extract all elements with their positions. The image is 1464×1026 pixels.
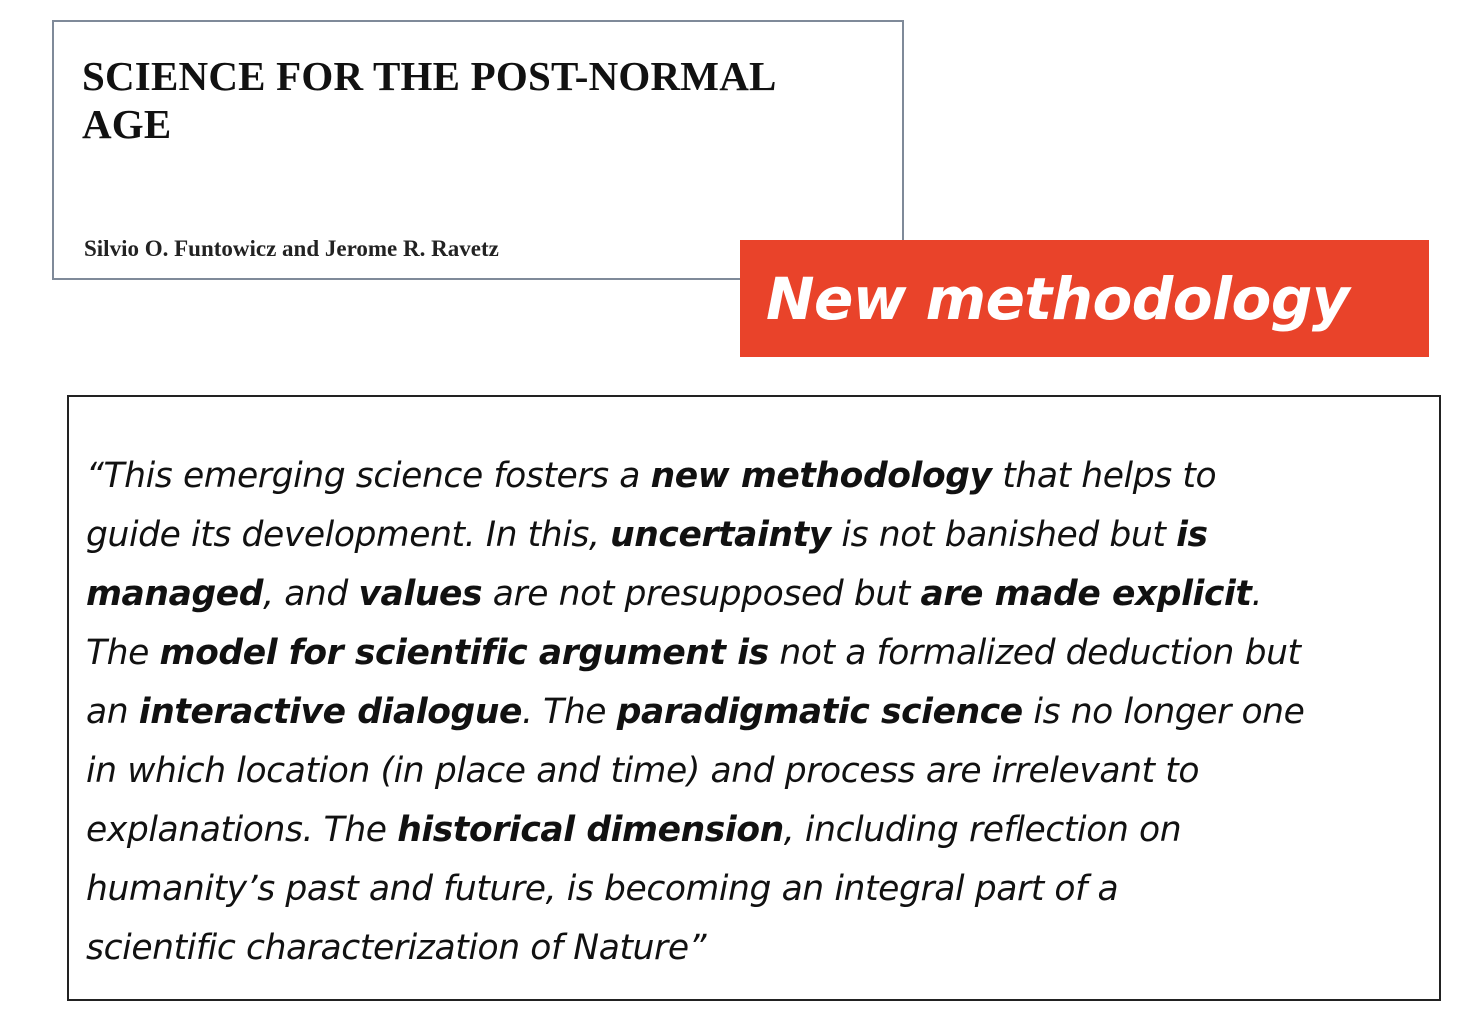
quote-segment: scientific characterization of Nature”	[86, 928, 707, 968]
quote-segment: humanity’s past and future, is becoming an integral part of a	[86, 869, 1119, 909]
quote-line	[86, 506, 1432, 565]
quote-line	[86, 683, 1432, 742]
quote-segment: . The	[522, 692, 617, 732]
quote-emphasis: new methodology	[650, 456, 992, 496]
quote-segment: explanations. The	[86, 810, 398, 850]
paper-title-line-2: AGE	[82, 101, 172, 147]
quote-segment: , and	[263, 574, 359, 614]
quote-segment: not a formalized deduction but	[768, 633, 1301, 673]
quote-segment: is not banished but	[830, 515, 1177, 555]
quote-emphasis: paradigmatic science	[616, 692, 1023, 732]
quote-line	[86, 919, 1432, 978]
quote-segment: .	[1251, 574, 1263, 614]
quote-line	[86, 624, 1432, 683]
badge-label: New methodology	[766, 264, 1350, 333]
quote-emphasis: interactive dialogue	[138, 692, 523, 732]
quote-emphasis: values	[358, 574, 483, 614]
quote-segment: The	[86, 633, 160, 673]
paper-title-line-1: SCIENCE FOR THE POST-NORMAL	[82, 53, 777, 99]
quote-emphasis: is	[1176, 515, 1208, 555]
quote-segment: that helps to	[991, 456, 1217, 496]
paper-title	[82, 52, 882, 148]
quote-box	[67, 395, 1441, 1001]
quote-emphasis: are made explicit	[920, 574, 1252, 614]
quote-line	[86, 860, 1432, 919]
quote-line	[86, 447, 1432, 506]
quote-segment: , including reflection on	[783, 810, 1182, 850]
quote-segment: an	[86, 692, 139, 732]
quote-emphasis: historical dimension	[397, 810, 784, 850]
quote-line	[86, 801, 1432, 860]
quote-segment: in which location (in place and time) and process are irrelevant to	[86, 751, 1200, 791]
paper-authors: Silvio O. Funtowicz and Jerome R. Ravetz	[84, 236, 499, 261]
quote-text	[86, 447, 1432, 978]
new-methodology-badge	[740, 240, 1429, 357]
quote-line	[86, 742, 1432, 801]
quote-segment: is no longer one	[1022, 692, 1305, 732]
quote-line	[86, 565, 1432, 624]
quote-segment: are not presupposed but	[482, 574, 921, 614]
quote-emphasis: managed	[86, 574, 264, 614]
quote-segment: guide its development. In this,	[86, 515, 611, 555]
quote-emphasis: model for scientific argument is	[159, 633, 769, 673]
quote-segment: “This emerging science fosters a	[86, 456, 651, 496]
quote-emphasis: uncertainty	[610, 515, 831, 555]
